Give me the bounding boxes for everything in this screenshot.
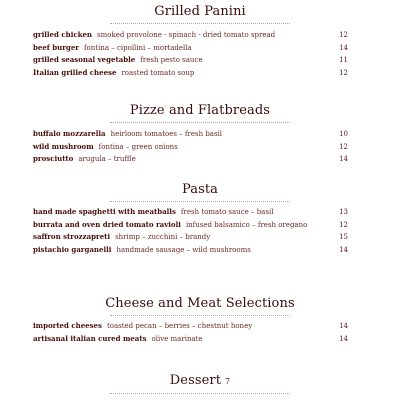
item-name: beef burger [33, 42, 79, 52]
item-description: fresh pesto sauce [140, 56, 203, 64]
section-title: Cheese and Meat Selections [105, 296, 295, 311]
item-name: saffron strozzapreti [33, 232, 111, 241]
menu-item [33, 206, 348, 219]
item-price: 12 [339, 220, 348, 229]
item-description: fresh tomato sauce – basil [180, 208, 274, 216]
item-description: fontina – cipollini – mortadella [83, 43, 192, 52]
items-grilled-panini [33, 29, 348, 79]
item-name: hand made spaghetti with meatballs [33, 207, 176, 216]
section-dessert [0, 373, 400, 394]
dessert-price: 7 [225, 377, 231, 386]
item-name: burrata and oven dried tomato ravioli [33, 219, 181, 229]
item-description: handmade sausage – wild mushrooms [116, 245, 251, 254]
item-price: 14 [339, 155, 348, 163]
section-divider [110, 23, 290, 24]
item-name: artisanal italian cured meats [33, 333, 147, 343]
section-divider [110, 315, 290, 316]
item-price: 14 [339, 245, 348, 254]
section-grilled-panini [0, 4, 400, 24]
item-name: imported cheeses [33, 321, 102, 330]
items-pasta [33, 206, 348, 256]
menu-item [33, 333, 348, 346]
item-name: wild mushroom [33, 141, 94, 151]
section-cheese-meat [0, 296, 400, 316]
item-description: olive marinate [151, 334, 203, 343]
item-price: 14 [339, 43, 348, 52]
item-description: arugula – truffle [78, 155, 136, 163]
item-description: toasted pecan – berries – chestnut honey [106, 322, 253, 330]
item-price: 12 [339, 68, 348, 77]
item-price: 10 [339, 130, 348, 138]
item-price: 11 [339, 56, 348, 64]
menu-item [33, 54, 348, 67]
menu-item [33, 42, 348, 55]
section-title: Pasta [181, 182, 219, 197]
items-pizze-flatbreads [33, 128, 348, 166]
section-title: Pizze and Flatbreads [129, 103, 271, 118]
menu-item [33, 128, 348, 141]
section-divider [110, 122, 290, 123]
menu-item [33, 244, 348, 257]
menu-item [33, 231, 348, 244]
item-price: 12 [339, 142, 348, 151]
item-description: shrimp – zucchini – brandy [115, 233, 211, 241]
section-title: Grilled Panini [154, 4, 246, 19]
menu-item [33, 29, 348, 42]
menu-item [33, 320, 348, 333]
item-description: heirloom tomatoes – fresh basil [110, 130, 223, 138]
item-price: 14 [339, 322, 348, 330]
item-description: smoked provolone - spinach - dried tomato spread [97, 31, 276, 39]
items-cheese-meat [33, 320, 348, 345]
item-name: prosciutto [33, 154, 74, 163]
item-name: grilled seasonal vegetable [33, 55, 136, 64]
item-price: 13 [339, 208, 348, 216]
menu-item [33, 219, 348, 232]
section-title: Dessert 7 [169, 373, 231, 388]
menu-item [33, 153, 348, 166]
menu-item [33, 141, 348, 154]
item-description: roasted tomato soup [121, 68, 195, 77]
item-price: 15 [339, 233, 348, 241]
item-name: buffalo mozzarella [33, 129, 106, 138]
item-name: grilled chicken [33, 30, 93, 39]
item-name: Italian grilled cheese [33, 67, 117, 77]
item-price: 12 [339, 31, 348, 39]
item-description: infused balsamico – fresh oregano [185, 220, 308, 229]
section-pizze-flatbreads [0, 103, 400, 123]
item-price: 14 [339, 334, 348, 343]
section-pasta [0, 182, 400, 202]
section-divider [110, 201, 290, 202]
item-description: fontina – green onions [98, 142, 178, 151]
item-name: pistachio garganelli [33, 244, 112, 254]
menu-item [33, 67, 348, 80]
section-divider [110, 393, 290, 394]
